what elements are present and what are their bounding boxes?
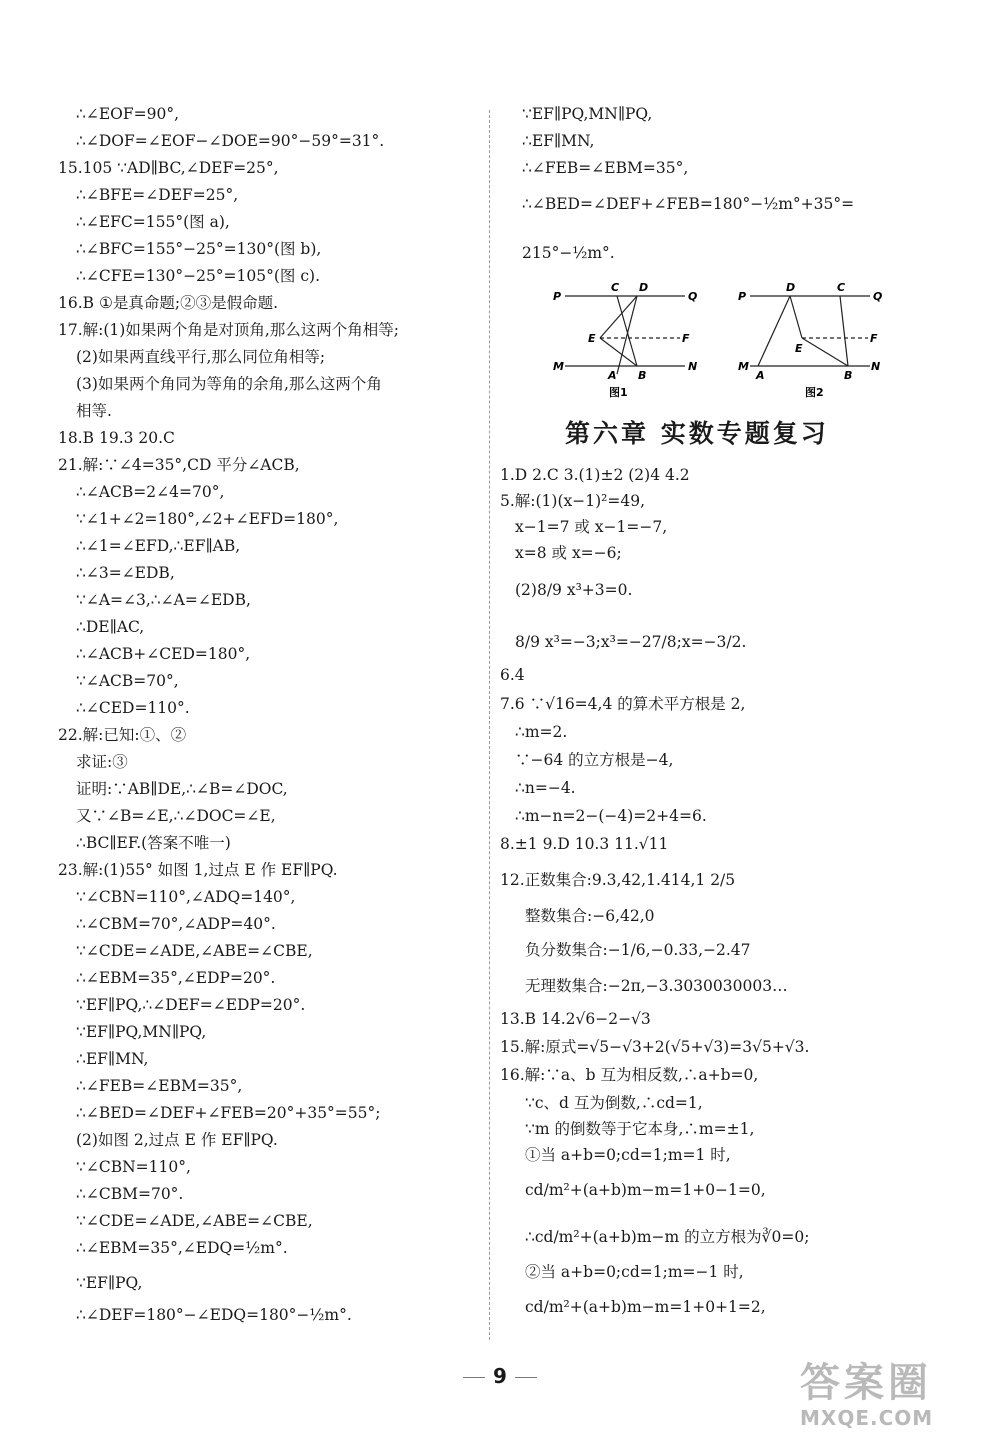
fig2-label-N: N bbox=[871, 360, 881, 373]
fig1-label-F: F bbox=[682, 332, 690, 345]
text-line: ∵∠CBN=110°,∠ADQ=140°, bbox=[76, 888, 296, 906]
text-line: ∴∠1=∠EFD,∴EF∥AB, bbox=[76, 537, 241, 555]
text-line: ∴BC∥EF.(答案不唯一) bbox=[76, 834, 231, 852]
text-line: 整数集合:−6,42,0 bbox=[525, 907, 655, 925]
text-line: (3)如果两个角同为等角的余角,那么这两个角 bbox=[76, 375, 382, 393]
text-line: ∵EF∥PQ,MN∥PQ, bbox=[76, 1023, 207, 1041]
text-line: 求证:③ bbox=[76, 753, 128, 771]
text-line: x=8 或 x=−6; bbox=[515, 544, 622, 562]
text-line: ②当 a+b=0;cd=1;m=−1 时, bbox=[525, 1263, 744, 1281]
text-line: ①当 a+b=0;cd=1;m=1 时, bbox=[525, 1146, 731, 1164]
page-number-footer bbox=[440, 1364, 560, 1388]
text-line: ∵−64 的立方根是−4, bbox=[515, 751, 674, 769]
text-line: ∴∠EOF=90°, bbox=[76, 105, 180, 123]
text-line: ∴∠EBM=35°,∠EDP=20°. bbox=[76, 969, 276, 987]
text-line: x−1=7 或 x−1=−7, bbox=[515, 518, 668, 536]
fig2-label-A: A bbox=[756, 369, 765, 382]
text-line: ∵c、d 互为倒数,∴cd=1, bbox=[525, 1094, 703, 1112]
text-line: 13.B 14.2√6−2−√3 bbox=[500, 1010, 651, 1028]
fig1-label-N: N bbox=[688, 360, 698, 373]
text-line: ∴∠CBM=70°,∠ADP=40°. bbox=[76, 915, 276, 933]
text-line: ∴DE∥AC, bbox=[76, 618, 145, 636]
text-line: 相等. bbox=[76, 402, 112, 420]
text-line: ∴EF∥MN, bbox=[76, 1050, 149, 1068]
text-line: (2)8/9 x³+3=0. bbox=[515, 581, 633, 599]
fig1-label-A: A bbox=[608, 369, 617, 382]
text-line: ∴m=2. bbox=[515, 723, 568, 741]
text-line: ∵EF∥PQ,∴∠DEF=∠EDP=20°. bbox=[76, 996, 306, 1014]
text-line: ∵∠CDE=∠ADE,∠ABE=∠CBE, bbox=[76, 942, 313, 960]
text-line: 8.±1 9.D 10.3 11.√11 bbox=[500, 835, 669, 853]
text-line: 5.解:(1)(x−1)²=49, bbox=[500, 492, 646, 510]
text-line: (2)如图 2,过点 E 作 EF∥PQ. bbox=[76, 1131, 278, 1149]
text-line: 15.解:原式=√5−√3+2(√5+√3)=3√5+√3. bbox=[500, 1038, 810, 1056]
text-line: ∵EF∥PQ, bbox=[76, 1274, 143, 1292]
text-line: ∴∠BED=∠DEF+∠FEB=20°+35°=55°; bbox=[76, 1104, 381, 1122]
text-line: ∴EF∥MN, bbox=[522, 132, 595, 150]
footer-dash-right bbox=[515, 1377, 537, 1378]
text-line: 12.正数集合:9.3,42,1.414,1 2/5 bbox=[500, 871, 736, 889]
text-line: 22.解:已知:①、② bbox=[58, 726, 187, 744]
fig2-label-E: E bbox=[795, 342, 803, 355]
fig2-label-B: B bbox=[844, 369, 853, 382]
text-line: 16.B ①是真命题;②③是假命题. bbox=[58, 294, 279, 312]
text-line: ∴∠DOF=∠EOF−∠DOE=90°−59°=31°. bbox=[76, 132, 385, 150]
text-line: ∵∠A=∠3,∴∠A=∠EDB, bbox=[76, 591, 251, 609]
text-line: 21.解:∵∠4=35°,CD 平分∠ACB, bbox=[58, 456, 300, 474]
text-line: ∴∠EFC=155°(图 a), bbox=[76, 213, 230, 231]
text-line: 证明:∵AB∥DE,∴∠B=∠DOC, bbox=[76, 780, 288, 798]
text-line: ∴∠DEF=180°−∠EDQ=180°−½m°. bbox=[76, 1306, 352, 1324]
figure-1 bbox=[545, 278, 705, 403]
text-line: ∴∠BED=∠DEF+∠FEB=180°−½m°+35°= bbox=[522, 195, 855, 213]
text-line: ∴∠3=∠EDB, bbox=[76, 564, 175, 582]
text-line: 又∵∠B=∠E,∴∠DOC=∠E, bbox=[76, 807, 276, 825]
text-line: 无理数集合:−2π,−3.3030030003… bbox=[525, 977, 788, 995]
fig1-label-Q: Q bbox=[688, 290, 698, 303]
fig2-label-D: D bbox=[786, 281, 796, 294]
fig2-label-P: P bbox=[738, 290, 747, 303]
text-line: ∴∠BFE=∠DEF=25°, bbox=[76, 186, 239, 204]
text-line: ∴∠FEB=∠EBM=35°, bbox=[522, 159, 689, 177]
text-line: 23.解:(1)55° 如图 1,过点 E 作 EF∥PQ. bbox=[58, 861, 338, 879]
fig1-label-E: E bbox=[588, 332, 596, 345]
text-line: 16.解:∵a、b 互为相反数,∴a+b=0, bbox=[500, 1066, 759, 1084]
column-divider bbox=[489, 110, 490, 1340]
text-line: ∴∠BFC=155°−25°=130°(图 b), bbox=[76, 240, 322, 258]
fig1-label-B: B bbox=[638, 369, 647, 382]
fig1-label-M: M bbox=[553, 360, 564, 373]
text-line: ∵∠CDE=∠ADE,∠ABE=∠CBE, bbox=[76, 1212, 313, 1230]
text-line: 6.4 bbox=[500, 666, 525, 684]
text-line: ∴∠CED=110°. bbox=[76, 699, 190, 717]
text-line: 15.105 ∵AD∥BC,∠DEF=25°, bbox=[58, 159, 279, 177]
text-line: (2)如果两直线平行,那么同位角相等; bbox=[76, 348, 326, 366]
text-line: 负分数集合:−1/6,−0.33,−2.47 bbox=[525, 941, 751, 959]
chapter-title: 第六章 实数专题复习 bbox=[565, 419, 829, 448]
text-line: cd/m²+(a+b)m−m=1+0+1=2, bbox=[525, 1298, 766, 1316]
text-line: ∵∠ACB=70°, bbox=[76, 672, 179, 690]
fig2-label-M: M bbox=[738, 360, 749, 373]
fig2-caption: 图2 bbox=[805, 386, 824, 399]
watermark bbox=[800, 1360, 990, 1438]
text-line: ∴cd/m²+(a+b)m−m 的立方根为∛0=0; bbox=[525, 1228, 810, 1246]
fig1-caption: 图1 bbox=[609, 386, 628, 399]
text-line: ∵∠1+∠2=180°,∠2+∠EFD=180°, bbox=[76, 510, 339, 528]
text-line: 17.解:(1)如果两个角是对顶角,那么这两个角相等; bbox=[58, 321, 399, 339]
figure-2 bbox=[730, 278, 890, 403]
text-line: ∴∠ACB+∠CED=180°, bbox=[76, 645, 251, 663]
text-line: ∵EF∥PQ,MN∥PQ, bbox=[522, 105, 653, 123]
fig2-label-C: C bbox=[837, 281, 846, 294]
footer-dash-left bbox=[463, 1377, 485, 1378]
text-line: ∴∠CBM=70°. bbox=[76, 1185, 184, 1203]
page-number: 9 bbox=[493, 1364, 507, 1388]
text-line: ∴n=−4. bbox=[515, 779, 576, 797]
text-line: 7.6 ∵√16=4,4 的算术平方根是 2, bbox=[500, 695, 746, 713]
fig1-label-D: D bbox=[639, 281, 649, 294]
text-line: 8/9 x³=−3;x³=−27/8;x=−3/2. bbox=[515, 633, 747, 651]
text-line: ∴∠CFE=130°−25°=105°(图 c). bbox=[76, 267, 321, 285]
fig1-label-C: C bbox=[611, 281, 620, 294]
text-line: ∴∠EBM=35°,∠EDQ=½m°. bbox=[76, 1239, 288, 1257]
text-line: ∵∠CBN=110°, bbox=[76, 1158, 191, 1176]
fig1-label-P: P bbox=[553, 290, 562, 303]
text-line: cd/m²+(a+b)m−m=1+0−1=0, bbox=[525, 1181, 766, 1199]
text-line: ∵m 的倒数等于它本身,∴m=±1, bbox=[525, 1120, 755, 1138]
watermark-logo-text: 答案圈 bbox=[800, 1360, 932, 1406]
text-line: ∴∠FEB=∠EBM=35°, bbox=[76, 1077, 243, 1095]
text-line: ∴∠ACB=2∠4=70°, bbox=[76, 483, 225, 501]
fig2-label-F: F bbox=[870, 332, 878, 345]
fig2-label-Q: Q bbox=[873, 290, 883, 303]
text-line: 1.D 2.C 3.(1)±2 (2)4 4.2 bbox=[500, 466, 690, 484]
text-line: 18.B 19.3 20.C bbox=[58, 429, 175, 447]
text-line: 215°−½m°. bbox=[522, 244, 615, 262]
text-line: ∴m−n=2−(−4)=2+4=6. bbox=[515, 807, 707, 825]
watermark-url: MXQE.COM bbox=[800, 1406, 934, 1430]
